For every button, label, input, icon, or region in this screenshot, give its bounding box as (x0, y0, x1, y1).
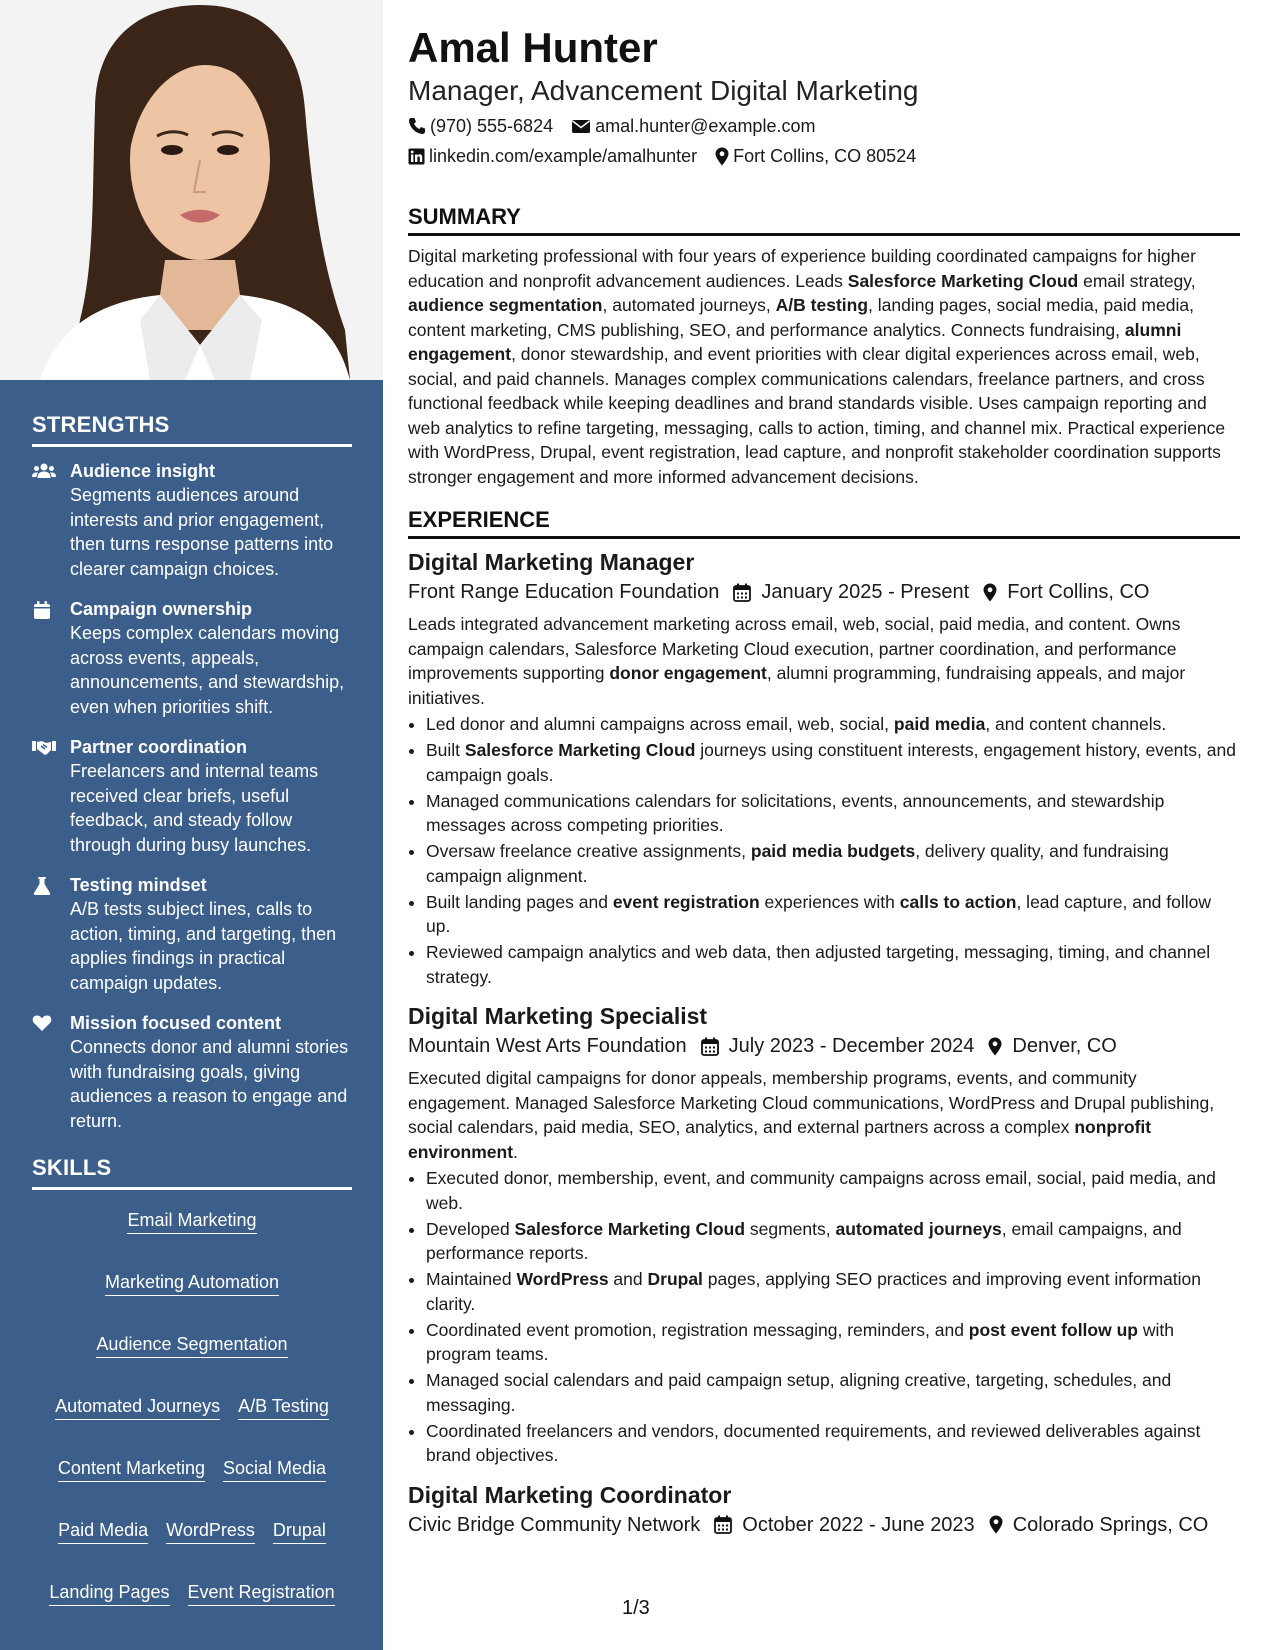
contact-linkedin (408, 144, 697, 168)
list-item: • Built Salesforce Marketing Cloud journeys using constituent interests, engagement history, events, and campaign goals. (426, 738, 1240, 787)
job-company: Civic Bridge Community Network (408, 1513, 701, 1536)
job-dates: January 2025 - Present (733, 578, 969, 606)
linkedin-text: linkedin.com/example/amalhunter (429, 146, 698, 166)
users-icon (32, 459, 70, 581)
strength-text: Freelancers and internal teams received clear briefs, useful feedback, and steady follow through during busy launches. (70, 761, 319, 855)
job-meta (408, 578, 1240, 606)
strength-item (32, 459, 352, 581)
list-item: • Reviewed campaign analytics and web data, then adjusted targeting, messaging, timing, and channel strategy. (426, 940, 1240, 989)
list-item: • Maintained WordPress and Drupal pages, applying SEO practices and improving event information clarity. (426, 1267, 1240, 1316)
job-meta (408, 1032, 1240, 1060)
contact-phone (408, 114, 553, 138)
sidebar (0, 0, 383, 1650)
strength-title: Testing mindset (70, 875, 207, 895)
strength-text: Segments audiences around interests and prior engagement, then turns response patterns into clearer campaign choices. (70, 485, 334, 579)
job-title: Digital Marketing Coordinator (408, 1481, 732, 1508)
skill-tag: Event Registration (188, 1580, 335, 1606)
strength-title: Partner coordination (70, 737, 248, 757)
strength-item (32, 735, 352, 857)
main-content (408, 22, 1240, 1545)
summary-heading: SUMMARY (408, 204, 1240, 236)
list-item: • Coordinated event promotion, registration messaging, reminders, and post event follow up with program teams. (426, 1318, 1240, 1367)
candidate-name: Amal Hunter (408, 24, 658, 71)
job-title: Digital Marketing Specialist (408, 1003, 708, 1029)
flask-icon (32, 873, 70, 995)
skill-tag: Paid Media (58, 1518, 148, 1544)
list-item: • Led donor and alumni campaigns across email, web, social, paid media, and content channels. (426, 712, 1240, 737)
skill-tag: WordPress (166, 1518, 255, 1544)
calendar-icon (701, 1037, 719, 1056)
skill-tag: Audience Segmentation (96, 1332, 287, 1358)
sidebar-content (32, 412, 352, 1606)
phone-text: (970) 555-6824 (430, 116, 554, 136)
job-location: Denver, CO (988, 1032, 1116, 1060)
strength-text: Connects donor and alumni stories with fundraising goals, giving audiences a reason to engage and return. (70, 1037, 349, 1131)
skill-tag: Drupal (273, 1518, 326, 1544)
candidate-role: Manager, Advancement Digital Marketing (408, 75, 919, 106)
job-description: Leads integrated advancement marketing across email, web, social, paid media, and content. Owns campaign calendars, Salesforce Marketing Cloud execution, partner coordination, and performance improvements supporting donor engagement, alumni programming, fundraising appeals, and major initiatives. (408, 614, 1186, 708)
phone-icon (408, 117, 426, 135)
strengths-heading: STRENGTHS (32, 412, 352, 447)
strength-title: Audience insight (70, 461, 216, 481)
envelope-icon (571, 118, 591, 134)
contact-location (715, 144, 916, 168)
job-company: Front Range Education Foundation (408, 581, 720, 603)
list-item: • Oversaw freelance creative assignments, paid media budgets, delivery quality, and fundraising campaign alignment. (426, 839, 1240, 888)
job-entry (408, 1480, 1240, 1539)
location-pin-icon (988, 1037, 1002, 1056)
strength-item (32, 873, 352, 995)
calendar-icon (714, 1515, 732, 1534)
skill-tag: Social Media (223, 1456, 326, 1482)
job-entry (408, 547, 1240, 989)
location-pin-icon (983, 583, 997, 602)
calendar-icon (32, 597, 70, 719)
skill-tag: A/B Testing (238, 1394, 329, 1420)
strength-text: Keeps complex calendars moving across events, appeals, announcements, and stewardship, even when priorities shift. (70, 623, 345, 717)
list-item: • Built landing pages and event registration experiences with calls to action, lead capture, and follow up. (426, 890, 1240, 939)
job-bullets (408, 712, 1240, 989)
job-location: Fort Collins, CO (983, 578, 1149, 606)
experience-heading: EXPERIENCE (408, 507, 1240, 539)
summary-text: Digital marketing professional with four years of experience building coordinated campaigns for higher education and nonprofit advancement audiences. Leads Salesforce Marketing Cloud email strategy, audience segmentation, automated journeys, A/B testing, landing pages, social media, paid media, content marketing, CMS publishing, SEO, and performance analytics. Connects fundraising, alumni engagement, donor stewardship, and event priorities with clear digital experiences across email, web, social, and paid channels. Manages complex communications calendars, freelance partners, and cross functional feedback while keeping deadlines and brand standards visible. Uses campaign reporting and web analytics to refine targeting, messaging, calls to action, timing, and channel mix. Practical experience with WordPress, Drupal, event registration, lead capture, and nonprofit stakeholder coordination supports stronger engagement and more informed advancement decisions. (408, 246, 1226, 487)
list-item: • Developed Salesforce Marketing Cloud segments, automated journeys, email campaigns, and performance reports. (426, 1217, 1240, 1266)
skill-tag: Marketing Automation (105, 1270, 279, 1296)
heart-icon (32, 1011, 70, 1133)
skill-tag: Automated Journeys (55, 1394, 220, 1420)
skills-list (32, 1202, 352, 1606)
list-item: • Managed social calendars and paid campaign setup, aligning creative, targeting, schedules, and messaging. (426, 1368, 1240, 1417)
portrait-illustration (0, 0, 383, 380)
contact-row (408, 114, 1240, 138)
job-dates: July 2023 - December 2024 (701, 1032, 975, 1060)
page-number: 1/3 (622, 1597, 650, 1619)
job-title: Digital Marketing Manager (408, 549, 695, 575)
skill-tag: Landing Pages (49, 1580, 169, 1606)
job-entry (408, 1001, 1240, 1468)
skill-tag: Email Marketing (127, 1208, 256, 1234)
location-pin-icon (989, 1515, 1003, 1534)
strength-item (32, 597, 352, 719)
strength-title: Mission focused content (70, 1013, 282, 1033)
linkedin-icon (408, 148, 425, 165)
job-meta (408, 1511, 1240, 1539)
strength-item (32, 1011, 352, 1133)
list-item: • Managed communications calendars for solicitations, events, announcements, and stewardship messages across competing priorities. (426, 789, 1240, 838)
job-description: Executed digital campaigns for donor appeals, membership programs, events, and community engagement. Managed Salesforce Marketing Cloud communications, WordPress and Drupal publishing, social calendars, paid media, SEO, analytics, and external partners across a complex nonprofit environment. (408, 1068, 1215, 1162)
job-dates: October 2022 - June 2023 (714, 1511, 974, 1539)
location-pin-icon (715, 147, 729, 166)
job-company: Mountain West Arts Foundation (408, 1035, 687, 1057)
profile-photo (0, 0, 383, 380)
job-bullets (408, 1166, 1240, 1468)
handshake-icon (32, 735, 70, 857)
skills-heading: SKILLS (32, 1155, 352, 1190)
skill-tag: Content Marketing (58, 1456, 205, 1482)
contact-row (408, 144, 1240, 168)
email-text: amal.hunter@example.com (595, 116, 816, 136)
list-item: • Coordinated freelancers and vendors, documented requirements, and reviewed deliverables against brand objectives. (426, 1419, 1240, 1468)
strength-title: Campaign ownership (70, 599, 253, 619)
calendar-icon (733, 583, 751, 602)
location-text: Fort Collins, CO 80524 (733, 146, 917, 166)
job-location: Colorado Springs, CO (989, 1511, 1209, 1539)
strength-text: A/B tests subject lines, calls to action, timing, and targeting, then applies findings in practical campaign updates. (70, 899, 337, 993)
list-item: • Executed donor, membership, event, and community campaigns across email, social, paid media, and web. (426, 1166, 1240, 1215)
contact-email (571, 114, 815, 138)
